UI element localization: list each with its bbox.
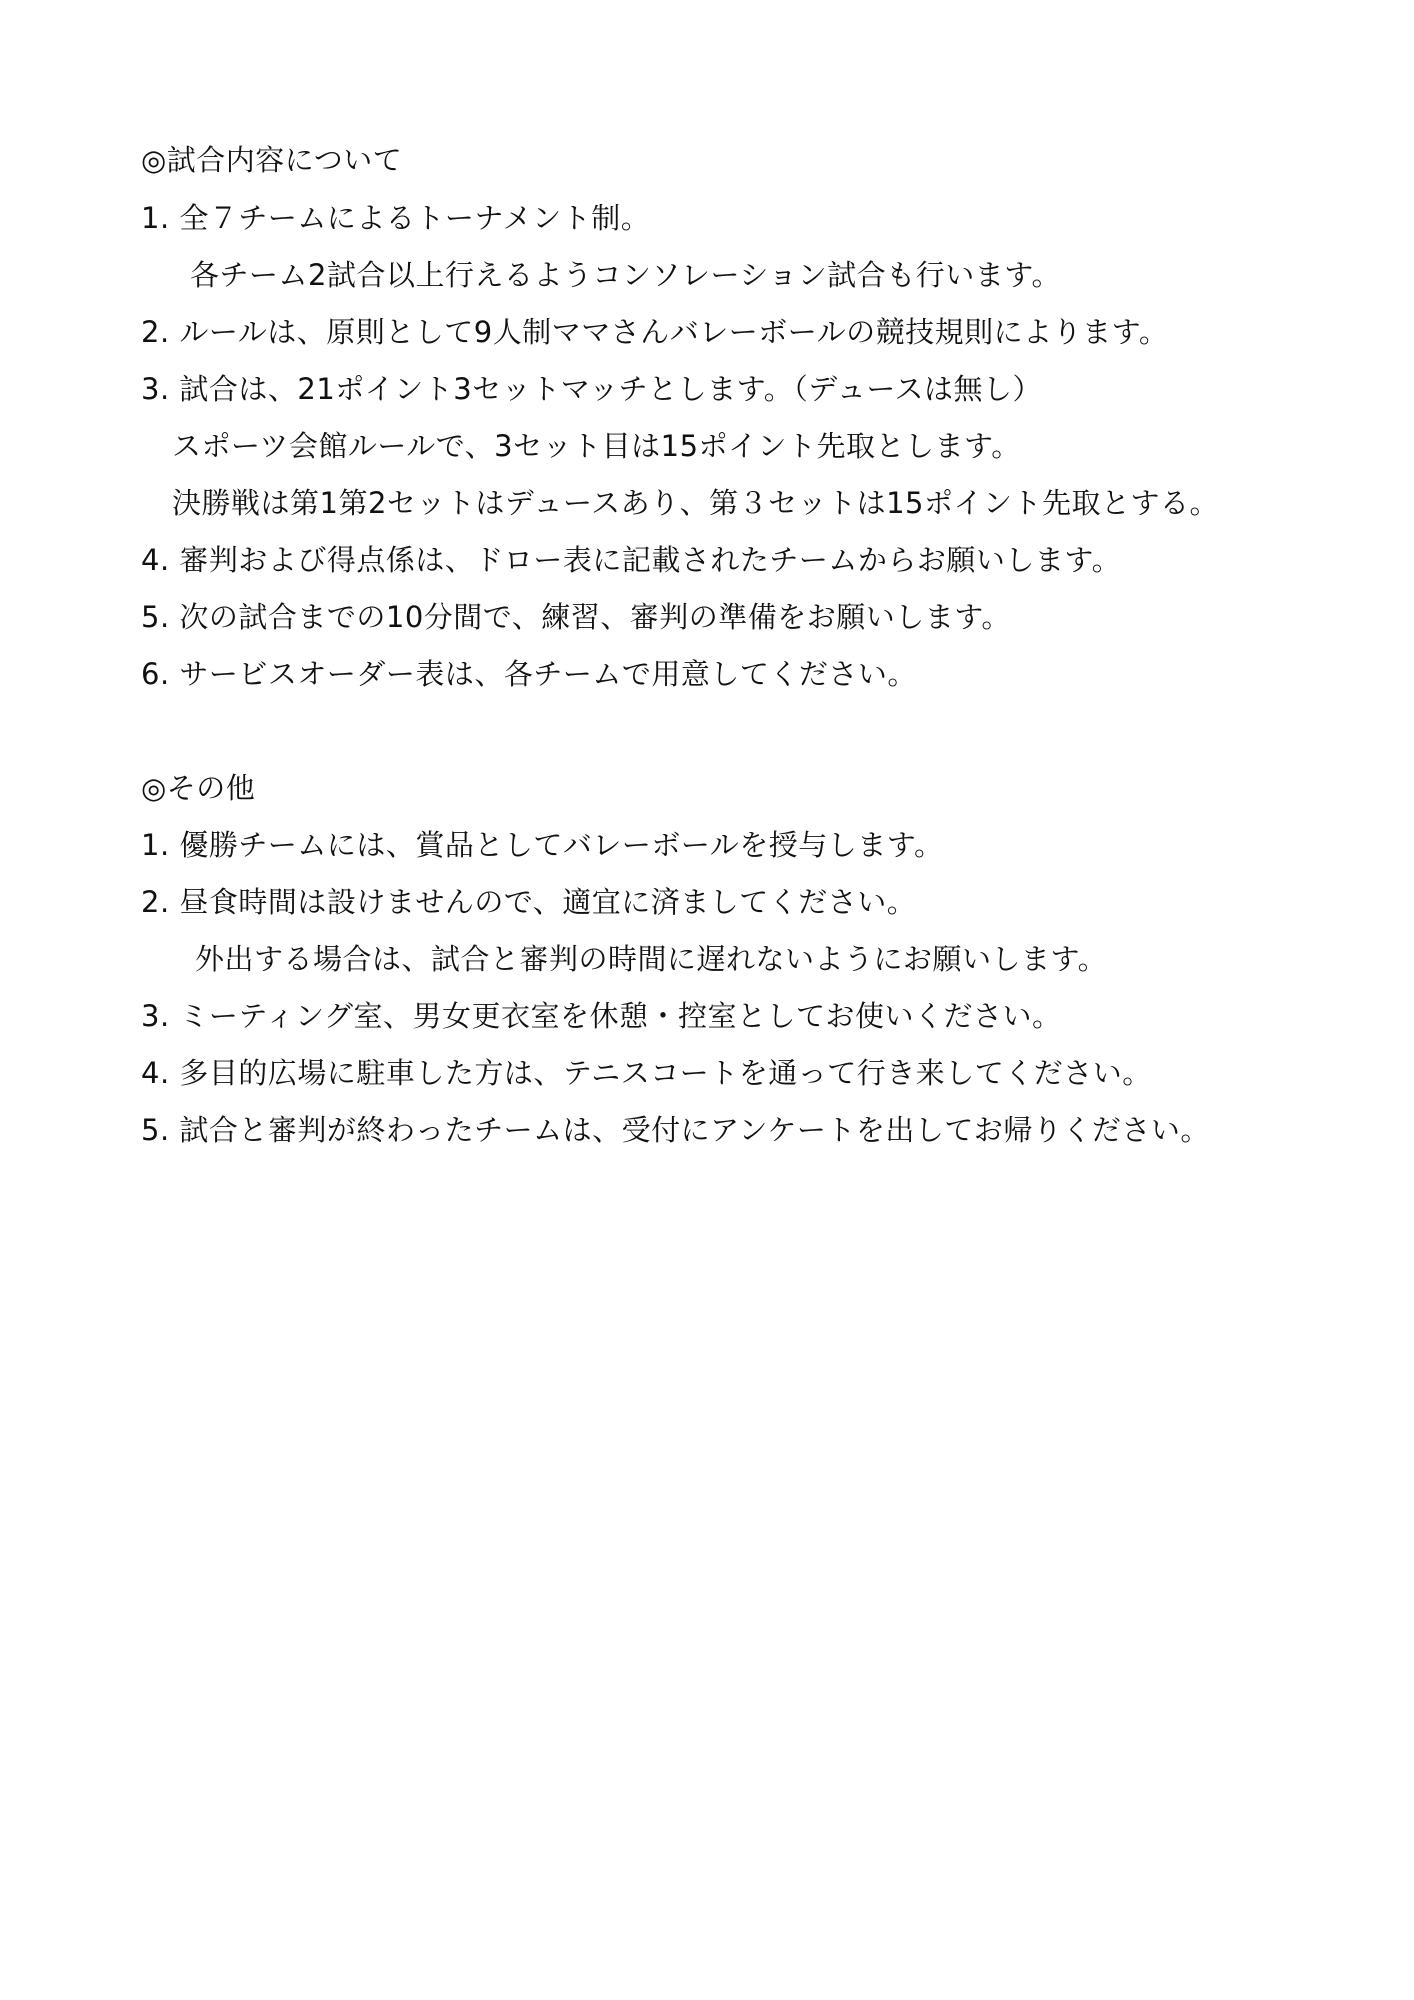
section-heading-other: ◎その他 — [141, 771, 256, 805]
match-rule-3-continuation-1: スポーツ会館ルールで、3セット目は15ポイント先取とします。 — [172, 429, 1021, 463]
other-note-2: 2. 昼食時間は設けませんので、適宜に済ましてください。 — [141, 885, 917, 919]
match-rule-1: 1. 全７チームによるトーナメント制。 — [141, 201, 651, 235]
other-note-3: 3. ミーティング室、男女更衣室を休憩・控室としてお使いください。 — [141, 999, 1062, 1033]
match-rule-2: 2. ルールは、原則として9人制ママさんバレーボールの競技規則によります。 — [141, 315, 1169, 349]
match-rule-3: 3. 試合は、21ポイント3セットマッチとします。（デュースは無し） — [141, 372, 1042, 406]
section-heading-match-details: ◎試合内容について — [141, 143, 403, 177]
match-rule-3-continuation-2: 決勝戦は第1第2セットはデュースあり、第３セットは15ポイント先取とする。 — [172, 486, 1219, 520]
other-note-2-continuation: 外出する場合は、試合と審判の時間に遅れないようにお願いします。 — [195, 942, 1108, 976]
match-rule-5: 5. 次の試合までの10分間で、練習、審判の準備をお願いします。 — [141, 600, 1011, 634]
other-note-1: 1. 優勝チームには、賞品としてバレーボールを授与します。 — [141, 828, 944, 862]
match-rule-6: 6. サービスオーダー表は、各チームで用意してください。 — [141, 657, 917, 691]
other-note-4: 4. 多目的広場に駐車した方は、テニスコートを通って行き来してください。 — [141, 1056, 1152, 1090]
match-rule-4: 4. 審判および得点係は、ドロー表に記載されたチームからお願いします。 — [141, 543, 1122, 577]
match-rule-1-continuation: 各チーム2試合以上行えるようコンソレーション試合も行います。 — [190, 258, 1061, 292]
other-note-5: 5. 試合と審判が終わったチームは、受付にアンケートを出してお帰りください。 — [141, 1113, 1210, 1147]
